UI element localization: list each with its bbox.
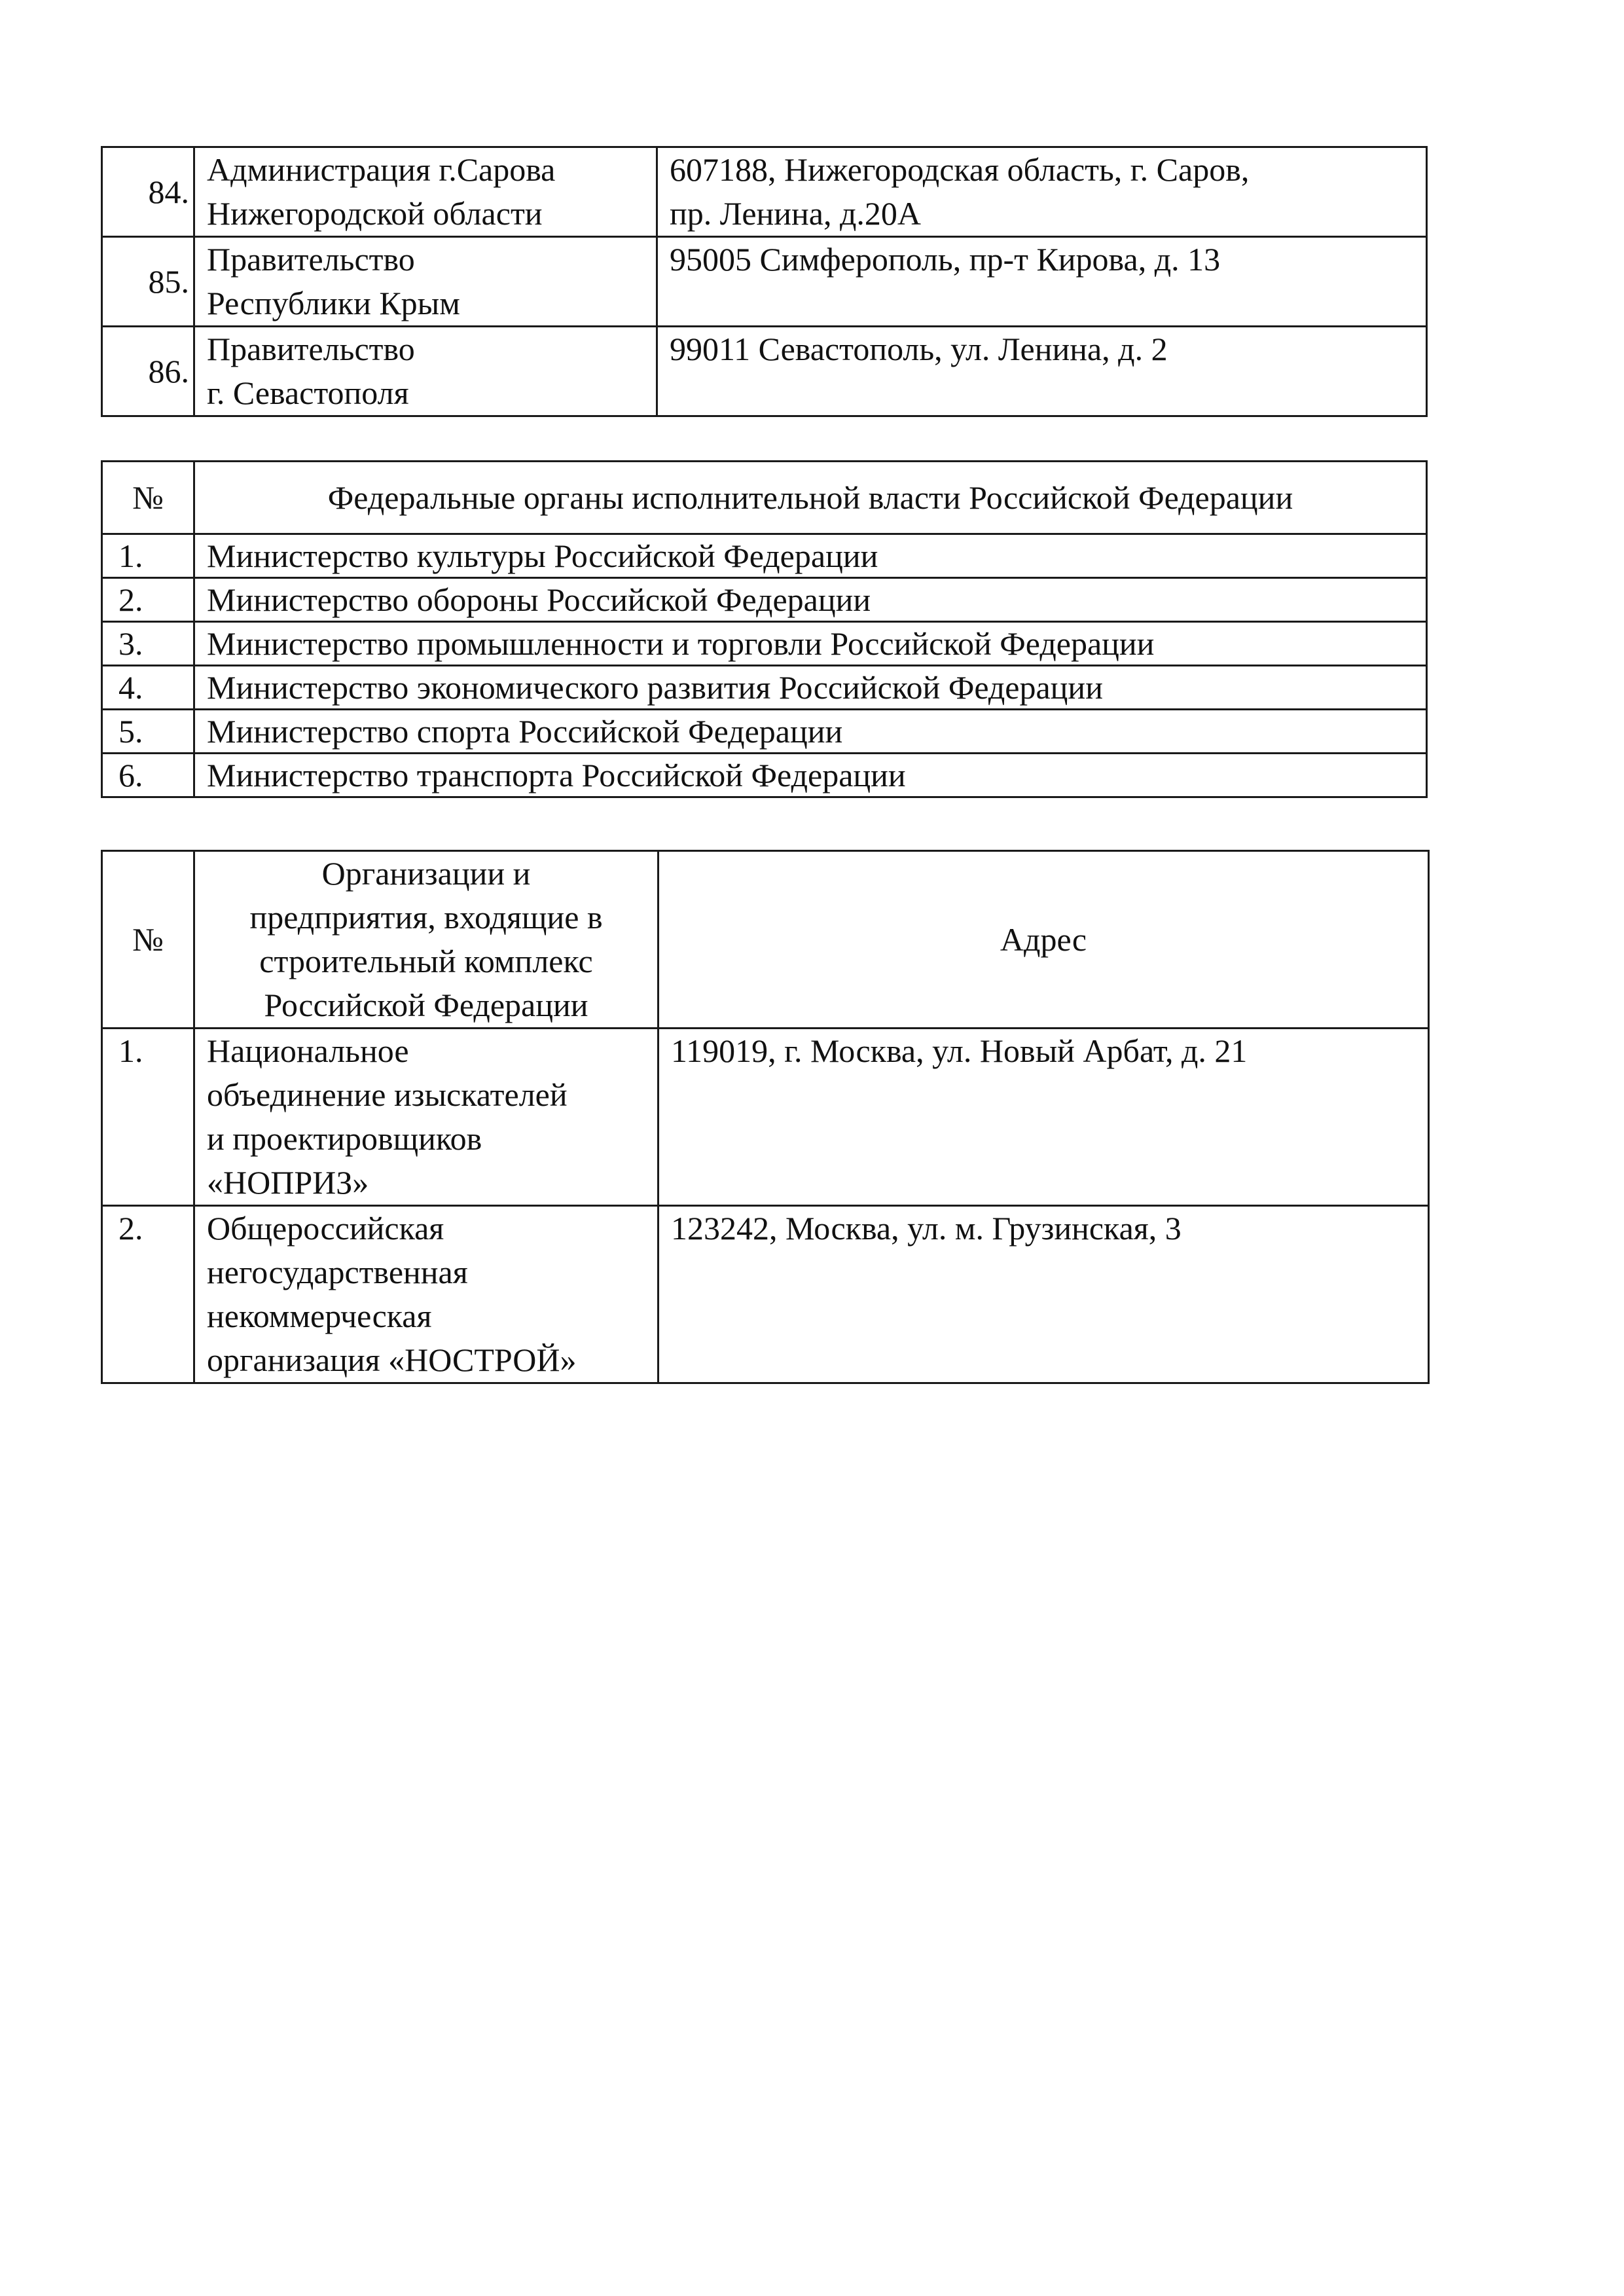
ministry-name: Министерство спорта Российской Федерации (194, 710, 1427, 754)
column-header-title: Федеральные органы исполнительной власти Российской Федерации (194, 462, 1427, 534)
ministry-name: Министерство культуры Российской Федерации (194, 534, 1427, 578)
table-row (102, 578, 1427, 622)
table-row (102, 1206, 1429, 1383)
ministry-name: Министерство промышленности и торговли Российской Федерации (194, 622, 1427, 666)
row-number: 1. (102, 1029, 194, 1206)
table-row (102, 710, 1427, 754)
row-number: 1. (102, 534, 194, 578)
row-number: 86. (102, 327, 194, 416)
table-row (102, 327, 1427, 416)
table-row (102, 534, 1427, 578)
column-header-number: № (102, 462, 194, 534)
organization-name: Национальное объединение изыскателей и проектировщиков «НОПРИЗ» (194, 1029, 659, 1206)
row-number: 2. (102, 578, 194, 622)
federal-bodies-table (101, 460, 1428, 798)
organization-name: Администрация г.Сарова Нижегородской области (194, 147, 657, 237)
row-number: 4. (102, 666, 194, 710)
table-header-row (102, 462, 1427, 534)
organization-address: 119019, г. Москва, ул. Новый Арбат, д. 21 (659, 1029, 1429, 1206)
table-header-row (102, 851, 1429, 1029)
column-header-address: Адрес (659, 851, 1429, 1029)
table-row (102, 237, 1427, 327)
organization-name: Правительство Республики Крым (194, 237, 657, 327)
table-row (102, 754, 1427, 797)
row-number: 84. (102, 147, 194, 237)
row-number: 6. (102, 754, 194, 797)
organization-name: Правительство г. Севастополя (194, 327, 657, 416)
table-row (102, 147, 1427, 237)
ministry-name: Министерство экономического развития Российской Федерации (194, 666, 1427, 710)
construction-organizations-table (101, 850, 1430, 1384)
regional-bodies-table (101, 146, 1428, 417)
organization-name: Общероссийская негосударственная некоммерческая организация «НОСТРОЙ» (194, 1206, 659, 1383)
column-header-number: № (102, 851, 194, 1029)
column-header-organization: Организации и предприятия, входящие в строительный комплекс Российской Федерации (194, 851, 659, 1029)
row-number: 5. (102, 710, 194, 754)
organization-address: 99011 Севастополь, ул. Ленина, д. 2 (657, 327, 1427, 416)
table-row (102, 666, 1427, 710)
organization-address: 607188, Нижегородская область, г. Саров, пр. Ленина, д.20А (657, 147, 1427, 237)
row-number: 2. (102, 1206, 194, 1383)
table-row (102, 1029, 1429, 1206)
row-number: 85. (102, 237, 194, 327)
table-row (102, 622, 1427, 666)
organization-address: 123242, Москва, ул. м. Грузинская, 3 (659, 1206, 1429, 1383)
ministry-name: Министерство обороны Российской Федерации (194, 578, 1427, 622)
organization-address: 95005 Симферополь, пр-т Кирова, д. 13 (657, 237, 1427, 327)
row-number: 3. (102, 622, 194, 666)
ministry-name: Министерство транспорта Российской Федерации (194, 754, 1427, 797)
